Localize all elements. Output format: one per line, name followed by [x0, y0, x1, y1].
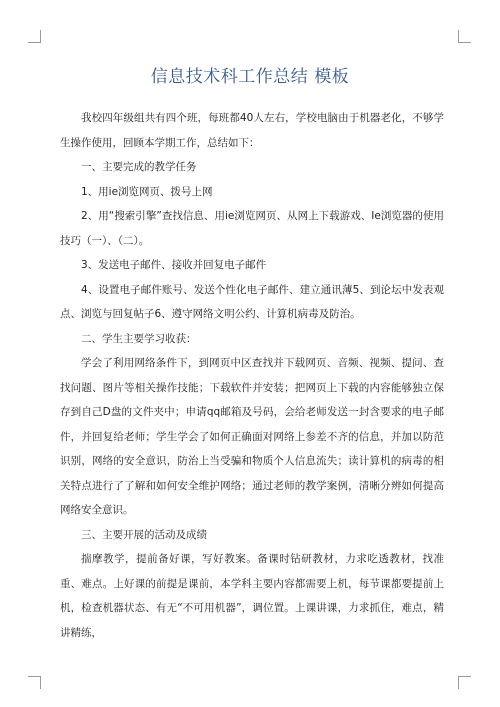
document-body: [60, 106, 444, 645]
task-item-1: 1、用ie浏览网页、拨号上网: [81, 185, 213, 198]
section-heading-tasks: 一、主要完成的教学任务: [81, 161, 197, 173]
document-title: 信息技术科工作总结 模板: [150, 67, 350, 87]
page-corner-mark-bottom-right: [458, 676, 471, 689]
page-corner-mark-bottom-left: [28, 676, 41, 689]
task-item-2: 2、用“搜索引擎”查找信息、用ie浏览网页、从网上下载游戏、Ie浏览器的使用技巧（一）、（二）。: [60, 210, 444, 247]
activities-paragraph: 揣摩教学，提前备好课，写好教案。备课时钻研教材，力求吃透教材，找准重、难点。上好课的前提是课前，本学科主要内容都需要上机，每节课都要提前上机，检查机器状态、有无“不可用机器”，调位置。上课讲课，力求抓住，难点，精讲精练，: [60, 553, 444, 639]
task-item-4: 4、设置电子邮件账号、发送个性化电子邮件、建立通讯薄5、到论坛中发表观点、浏览与回复帖子6、遵守网络文明公约、计算机病毒及防治。: [60, 283, 444, 320]
gains-paragraph: 学会了利用网络条件下，到网页中区查找并下载网页、音频、视频、提问、查找问题、图片等相关操作技能；下载软件并安装；把网页上下载的内容能够独立保存到自己D盘的文件夹中；申请qq邮箱及号码，会给老师发送一封含要求的电子邮件，并回复给老师；学生学会了如何正确面对网络上参差不齐的信息，并加以防范识别，网络的安全意识，防治上当受骗和物质个人信息流失；读计算机的病毒的相关特点进行了了解和如何安全维护网络；通过老师的教学案例，清晰分辨如何提高网络安全意识。: [60, 357, 444, 516]
intro-paragraph: 我校四年级组共有四个班，每班都40人左右，学校电脑由于机器老化，不够学生操作使用，回顾本学期工作，总结如下：: [60, 112, 444, 149]
page-corner-mark-top-left: [28, 30, 41, 43]
section-heading-gains: 二、学生主要学习收获：: [81, 332, 197, 345]
page-corner-mark-top-right: [458, 30, 471, 43]
task-item-3: 3、发送电子邮件、接收并回复电子邮件: [81, 259, 267, 271]
section-heading-activities: 三、主要开展的活动及成绩: [81, 528, 207, 541]
